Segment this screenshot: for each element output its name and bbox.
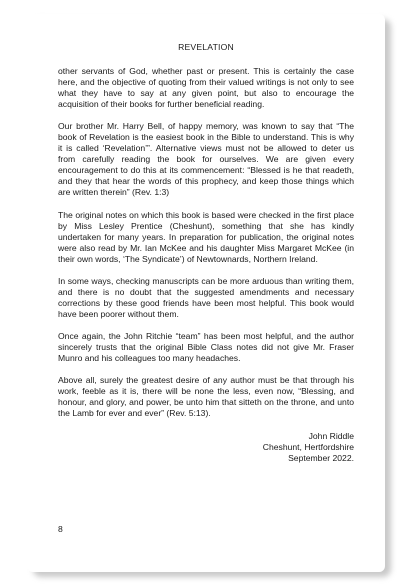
- signature-date: September 2022.: [288, 453, 354, 464]
- book-page: [27, 14, 385, 572]
- paragraph: Above all, surely the greatest desire of any author must be that through his work, feeble as it is, there will be none the less, even now, “Blessing, and honour, and glory, and power, be unto him that sitteth on the throne, and unto the Lamb for ever and ever” (Rev. 5:13).: [58, 375, 354, 419]
- paragraph: In some ways, checking manuscripts can be more arduous than writing them, and there is no doubt that the suggested amendments and necessary corrections by these good friends have been most helpful. This book would have been poorer without them.: [58, 275, 354, 319]
- body-text: [58, 66, 354, 419]
- running-header: REVELATION: [178, 42, 234, 52]
- page-number: 8: [58, 524, 63, 534]
- author-location: Cheshunt, Hertfordshire: [262, 442, 354, 453]
- paragraph: Once again, the John Ritchie “team” has been most helpful, and the author sincerely trusts that the original Bible Class notes did not give Mr. Fraser Munro and his colleagues too many headaches.: [58, 330, 354, 364]
- paragraph: other servants of God, whether past or present. This is certainly the case here, and the objective of quoting from their valued writings is not only to see what they have to say at any given point, but also to encourage the acquisition of their books for further beneficial reading.: [58, 66, 354, 110]
- author-name: John Riddle: [308, 431, 354, 442]
- paragraph: Our brother Mr. Harry Bell, of happy memory, was known to say that “The book of Revelation is the easiest book in the Bible to understand. This is why it is called ‘Revelation’”. Alternative views must not be allowed to deter us from carefully reading the book for ourselves. We are given every encouragement to do this at its commencement: “Blessed is he that readeth, and they that hear the words of this prophecy, and keep those things which are written therein” (Rev. 1:3): [58, 121, 354, 198]
- paragraph: The original notes on which this book is based were checked in the first place by Miss Lesley Prentice (Cheshunt), something that she has kindly undertaken for many years. In preparation for publication, the original notes were also read by Mr. Ian McKee and his daughter Miss Margaret McKee (in their own words, ‘The Syndicate’) of Newtownards, Northern Ireland.: [58, 209, 354, 264]
- signature-block: [58, 431, 354, 464]
